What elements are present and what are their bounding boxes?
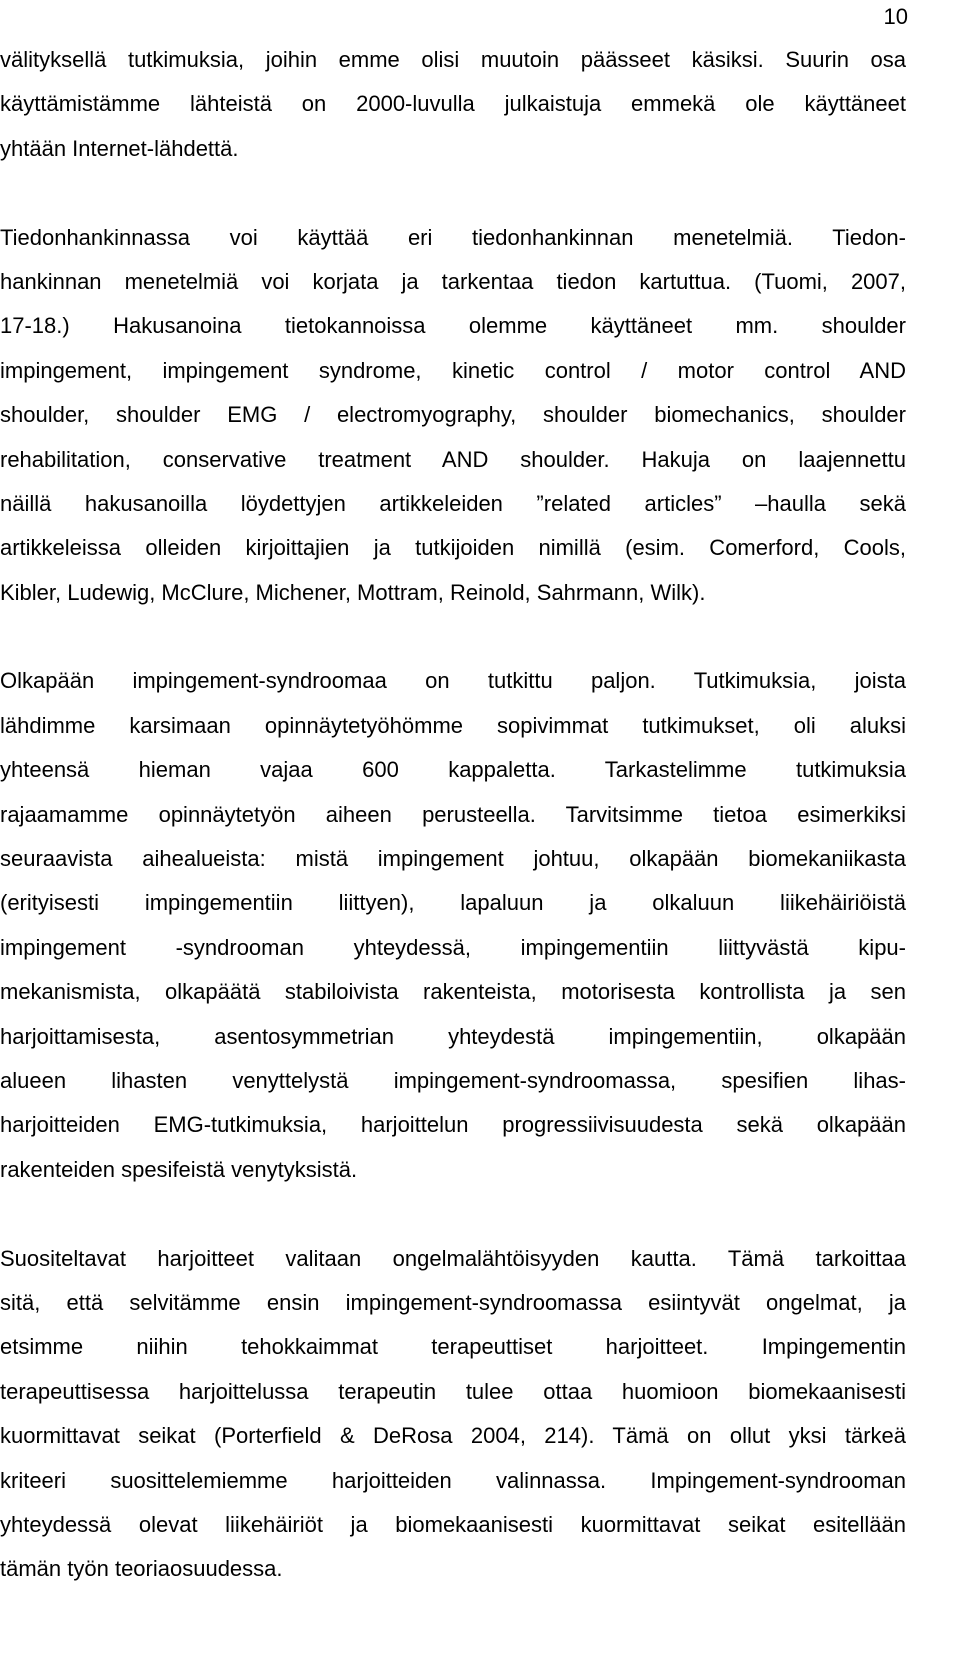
text-line: rajaamamme opinnäytetyön aiheen perusteella. Tarvitsimme tietoa esimerkiksi <box>0 801 906 827</box>
text-line: käyttämistämme lähteistä on 2000-luvulla julkaistuja emmekä ole käyttäneet <box>0 91 906 117</box>
text-line: yhteydessä olevat liikehäiriöt ja biomekaanisesti kuormittavat seikat esitellään <box>0 1511 906 1537</box>
text-line: harjoittamisesta, asentosymmetrian yhteydestä impingementiin, olkapään <box>0 1023 906 1049</box>
text-line: tämän työn teoriaosuudessa. <box>0 1556 283 1582</box>
paragraph-2 <box>0 216 906 616</box>
text-line: 17-18.) Hakusanoina tietokannoissa olemme käyttäneet mm. shoulder <box>0 313 906 339</box>
text-line: yhteensä hieman vajaa 600 kappaletta. Tarkastelimme tutkimuksia <box>0 757 906 783</box>
text-line: kuormittavat seikat (Porterfield & DeRosa 2004, 214). Tämä on ollut yksi tärkeä <box>0 1423 906 1449</box>
text-line: Kibler, Ludewig, McClure, Michener, Mottram, Reinold, Sahrmann, Wilk). <box>0 579 706 605</box>
text-line: harjoitteiden EMG-tutkimuksia, harjoittelun progressiivisuudesta sekä olkapään <box>0 1112 906 1138</box>
paragraph-gap <box>0 615 906 659</box>
text-line: Suositeltavat harjoitteet valitaan ongelmalähtöisyyden kautta. Tämä tarkoittaa <box>0 1245 906 1271</box>
text-line: näillä hakusanoilla löydettyjen artikkeleiden ”related articles” –haulla sekä <box>0 490 906 516</box>
text-line: lähdimme karsimaan opinnäytetyöhömme sopivimmat tutkimukset, oli aluksi <box>0 712 906 738</box>
text-line: seuraavista aihealueista: mistä impingement johtuu, olkapään biomekaniikasta <box>0 846 906 872</box>
text-line: kriteeri suosittelemiemme harjoitteiden valinnassa. Impingement-syndrooman <box>0 1467 906 1493</box>
text-line: impingement, impingement syndrome, kinetic control / motor control AND <box>0 357 906 383</box>
text-line: hankinnan menetelmiä voi korjata ja tarkentaa tiedon kartuttua. (Tuomi, 2007, <box>0 268 906 294</box>
text-line: rakenteiden spesifeistä venytyksistä. <box>0 1156 358 1182</box>
text-line: terapeuttisessa harjoittelussa terapeutin tulee ottaa huomioon biomekaanisesti <box>0 1378 906 1404</box>
text-line: välityksellä tutkimuksia, joihin emme olisi muutoin päässeet käsiksi. Suurin osa <box>0 47 906 72</box>
text-line: Tiedonhankinnassa voi käyttää eri tiedonhankinnan menetelmiä. Tiedon- <box>0 224 906 250</box>
paragraph-3 <box>0 659 906 1192</box>
text-line: alueen lihasten venyttelystä impingement-syndroomassa, spesifien lihas- <box>0 1067 906 1093</box>
text-line: impingement -syndrooman yhteydessä, impingementiin liittyvästä kipu- <box>0 934 906 960</box>
document-body <box>0 38 906 1592</box>
page-number: 10 <box>883 4 908 29</box>
text-line: sitä, että selvitämme ensin impingement-syndroomassa esiintyvät ongelmat, ja <box>0 1289 906 1315</box>
paragraph-4 <box>0 1237 906 1592</box>
paragraph-1 <box>0 38 906 171</box>
text-line: Olkapään impingement-syndroomaa on tutkittu paljon. Tutkimuksia, joista <box>0 668 906 694</box>
paragraph-gap <box>0 171 906 215</box>
text-line: etsimme niihin tehokkaimmat terapeuttiset harjoitteet. Impingementin <box>0 1334 906 1360</box>
text-line: mekanismista, olkapäätä stabiloivista rakenteista, motorisesta kontrollista ja sen <box>0 979 906 1005</box>
text-line: shoulder, shoulder EMG / electromyography, shoulder biomechanics, shoulder <box>0 402 906 428</box>
text-line: (erityisesti impingementiin liittyen), lapaluun ja olkaluun liikehäiriöistä <box>0 890 906 916</box>
paragraph-gap <box>0 1192 906 1236</box>
text-line: yhtään Internet-lähdettä. <box>0 135 239 161</box>
text-line: artikkeleissa olleiden kirjoittajien ja tutkijoiden nimillä (esim. Comerford, Cools, <box>0 535 906 561</box>
text-line: rehabilitation, conservative treatment AND shoulder. Hakuja on laajennettu <box>0 446 906 472</box>
